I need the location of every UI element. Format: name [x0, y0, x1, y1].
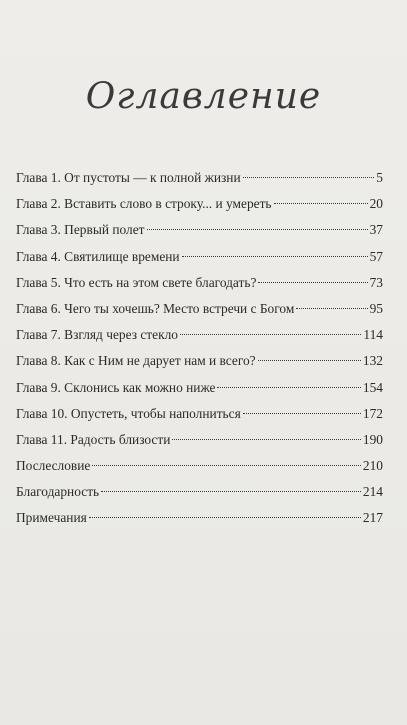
- toc-entry-label: Глава 7. Взгляд через стекло: [16, 327, 178, 343]
- toc-entry-label: Глава 6. Чего ты хочешь? Место встречи с Богом: [16, 300, 295, 316]
- toc-entry-label: Благодарность: [16, 484, 100, 500]
- toc-entry: [16, 401, 383, 427]
- toc-entry: [16, 505, 383, 531]
- dot-leader: [243, 177, 375, 178]
- dot-leader: [172, 439, 361, 440]
- toc-entry-page: 20: [369, 196, 383, 212]
- dot-leader: [182, 256, 368, 257]
- toc-entry: [16, 427, 383, 453]
- toc-entry-label: Глава 9. Склонись как можно ниже: [16, 379, 216, 395]
- toc-entry: [16, 165, 383, 191]
- toc-entry-page: 190: [362, 431, 383, 447]
- toc-entry-label: Глава 11. Радость близости: [16, 431, 171, 447]
- dot-leader: [258, 360, 361, 361]
- toc-entry-page: 210: [362, 458, 383, 474]
- toc-entry-page: 73: [369, 274, 383, 290]
- toc-entry-label: Глава 2. Вставить слово в строку... и умереть: [16, 196, 272, 212]
- dot-leader: [89, 517, 361, 518]
- toc-entry: [16, 270, 383, 296]
- dot-leader: [296, 308, 367, 309]
- toc-entry-page: 154: [362, 379, 383, 395]
- toc-entry-label: Глава 1. От пустоты — к полной жизни: [16, 170, 241, 185]
- page-title: Оглавление: [85, 76, 322, 117]
- toc-entry: [16, 217, 383, 243]
- dot-leader: [101, 491, 361, 492]
- toc-entry-label: Глава 8. Как с Ним не дарует нам и всего?: [16, 353, 256, 369]
- toc-entry-label: Примечания: [16, 510, 87, 526]
- toc-entry-page: 5: [376, 170, 383, 185]
- toc-entry-page: 114: [363, 327, 383, 343]
- toc-entry: [16, 191, 383, 217]
- toc-entry-page: 95: [369, 300, 383, 316]
- toc-entry-page: 37: [369, 222, 383, 238]
- dot-leader: [274, 203, 368, 204]
- toc-entry-label: Глава 4. Святилище времени: [16, 248, 180, 264]
- dot-leader: [147, 229, 368, 230]
- dot-leader: [180, 334, 361, 335]
- toc-entry-page: 172: [362, 405, 383, 421]
- toc-entry-page: 132: [362, 353, 383, 369]
- toc-entry: [16, 296, 383, 322]
- toc-entry-label: Глава 3. Первый полет: [16, 222, 145, 238]
- dot-leader: [258, 282, 367, 283]
- toc-entry-label: Глава 5. Что есть на этом свете благодать?: [16, 274, 257, 290]
- toc-entry-page: 217: [362, 510, 383, 526]
- dot-leader: [243, 413, 361, 414]
- dot-leader: [92, 465, 361, 466]
- table-of-contents: [16, 165, 383, 532]
- toc-entry-label: Глава 10. Опустеть, чтобы наполниться: [16, 405, 241, 421]
- toc-entry: [16, 322, 383, 348]
- toc-entry-page: 214: [362, 484, 383, 500]
- toc-entry: [16, 244, 383, 270]
- toc-entry: [16, 375, 383, 401]
- toc-entry-page: 57: [369, 248, 383, 264]
- toc-entry: [16, 479, 383, 505]
- toc-entry: [16, 453, 383, 479]
- dot-leader: [217, 387, 360, 388]
- toc-entry-label: Послесловие: [16, 458, 91, 474]
- toc-entry: [16, 348, 383, 374]
